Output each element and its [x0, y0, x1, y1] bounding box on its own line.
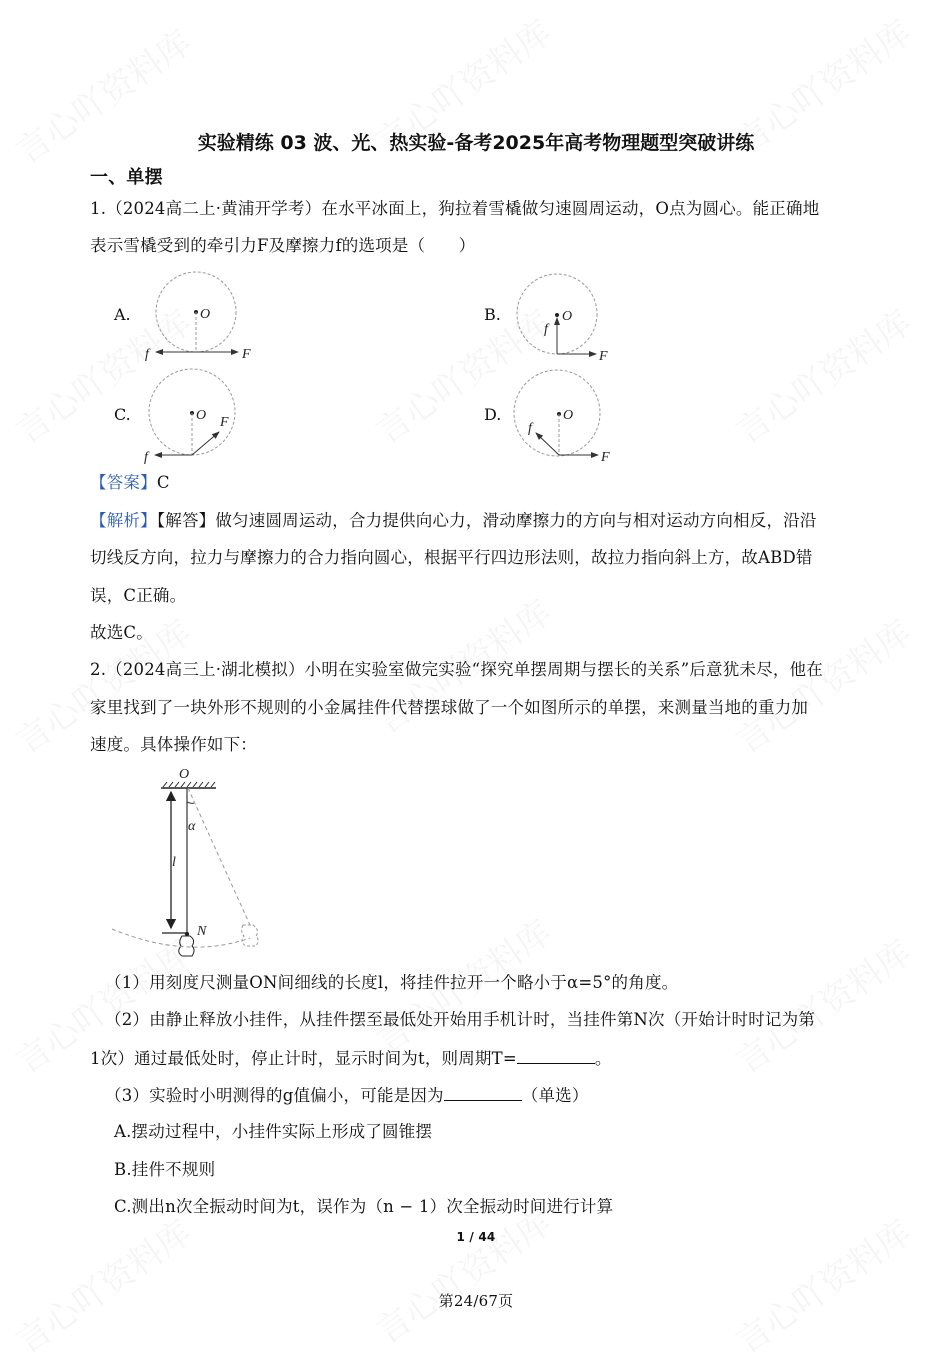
label-n: N	[197, 924, 207, 939]
watermark	[724, 926, 919, 1083]
label-o: O	[563, 408, 574, 423]
analysis-tag: 【解析】	[90, 511, 157, 530]
diagram-option-a	[145, 272, 251, 362]
step-3-end: （单选）	[521, 1086, 589, 1105]
label-o: O	[196, 408, 207, 423]
step-2: （2）由静止释放小挂件，从挂件摆至最低处开始用手机计时，当挂件第N次（开始计时时记为第	[105, 1010, 816, 1029]
label-F: F	[599, 349, 608, 364]
step-2-end: 。	[594, 1049, 612, 1068]
label-o: O	[179, 767, 190, 782]
label-F: F	[601, 450, 610, 465]
q1-text-line: 表示雪橇受到的牵引力F及摩擦力f的选项是（ ）	[90, 236, 476, 255]
step-3	[105, 1084, 589, 1107]
label-f: f	[544, 322, 548, 337]
watermark	[364, 1196, 559, 1353]
page-number: 1 / 44	[456, 1230, 496, 1244]
page-footer: 第24/67页	[438, 1292, 514, 1310]
q2-text-line: 2.（2024高三上·湖北模拟）小明在实验室做完实验“探究单摆周期与摆长的关系”后意犹未尽，他在	[90, 660, 823, 679]
answer-blank-reason[interactable]	[444, 1084, 522, 1101]
label-o: O	[200, 307, 211, 322]
option-a-label: A.	[114, 305, 131, 324]
analysis-text: 误，C正确。	[90, 586, 187, 605]
option-c-label: C.	[114, 405, 131, 424]
step-2-text: 1次）通过最低处时，停止计时，显示时间为t，则周期T=	[90, 1049, 517, 1068]
step-1: （1）用刻度尺测量ON间细线的长度l，将挂件拉开一个略小于α=5°的角度。	[105, 973, 679, 992]
analysis-text: 【解答】做匀速圆周运动，合力提供向心力，滑动摩擦力的方向与相对运动方向相反，沿沿	[156, 511, 817, 530]
q2-text-line: 家里找到了一块外形不规则的小金属挂件代替摆球做了一个如图所示的单摆，来测量当地的重力加	[90, 698, 809, 717]
option-d-label: D.	[484, 405, 502, 424]
label-f: f	[144, 450, 148, 465]
label-F: F	[242, 347, 251, 362]
watermark	[724, 606, 919, 763]
analysis-line	[90, 510, 817, 532]
answer-value: C	[156, 473, 170, 492]
label-o: O	[562, 309, 573, 324]
step-3-text: （3）实验时小明测得的g值偏小，可能是因为	[105, 1086, 444, 1105]
q1-text-line: 1.（2024高二上·黄浦开学考）在水平冰面上，狗拉着雪橇做匀速圆周运动，O点为圆心。能正确地	[90, 199, 820, 218]
q2-text-line: 速度。具体操作如下：	[90, 735, 257, 754]
label-f: f	[145, 347, 149, 362]
step-2-cont	[90, 1047, 612, 1070]
diagram-option-c	[144, 369, 235, 465]
document-title: 实验精练 03 波、光、热实验-备考2025年高考物理题型突破讲练	[197, 132, 755, 154]
label-l: l	[172, 855, 176, 870]
label-f: f	[528, 421, 532, 436]
analysis-text: 切线反方向，拉力与摩擦力的合力指向圆心，根据平行四边形法则，故拉力指向斜上方，故ABD错	[90, 548, 813, 567]
answer-blank-period[interactable]	[517, 1047, 595, 1064]
choice-b: B.挂件不规则	[114, 1160, 216, 1179]
choice-a: A.摆动过程中，小挂件实际上形成了圆锥摆	[114, 1122, 433, 1141]
choice-c: C.测出n次全振动时间为t，误作为（n − 1）次全振动时间进行计算	[114, 1197, 614, 1216]
diagram-option-d	[514, 370, 610, 465]
option-b-label: B.	[484, 305, 501, 324]
pendulum-diagram	[100, 760, 290, 960]
section-heading: 一、单摆	[90, 167, 163, 188]
label-alpha: α	[188, 819, 196, 834]
answer-tag: 【答案】	[90, 473, 157, 492]
label-F: F	[220, 415, 229, 430]
conclusion-text: 故选C。	[90, 623, 153, 642]
q1-option-diagrams	[0, 0, 952, 480]
diagram-option-b	[517, 274, 608, 364]
answer-line	[90, 472, 170, 494]
